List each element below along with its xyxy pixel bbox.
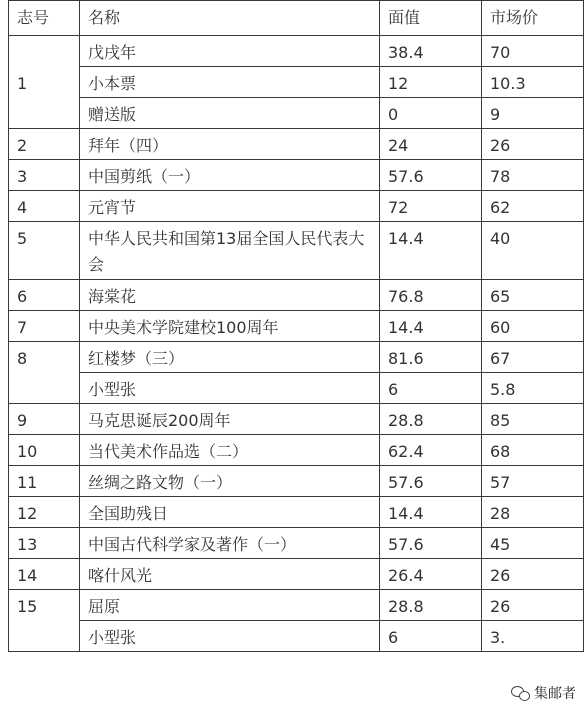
name-cell: 赠送版 <box>80 98 380 129</box>
issue-number-cell: 13 <box>9 528 80 559</box>
table-row <box>9 67 584 98</box>
stamp-price-table <box>8 0 584 652</box>
table-row <box>9 129 584 160</box>
market-price-cell: 40 <box>482 222 584 280</box>
face-value-cell: 14.4 <box>380 222 482 280</box>
market-price-cell: 10.3 <box>482 67 584 98</box>
name-cell: 丝绸之路文物（一） <box>80 466 380 497</box>
name-cell: 中国古代科学家及著作（一） <box>80 528 380 559</box>
face-value-cell: 24 <box>380 129 482 160</box>
name-cell: 拜年（四） <box>80 129 380 160</box>
issue-number-cell: 14 <box>9 559 80 590</box>
name-cell: 屈原 <box>80 590 380 621</box>
watermark <box>507 683 580 703</box>
name-cell: 元宵节 <box>80 191 380 222</box>
market-price-cell: 67 <box>482 342 584 373</box>
table-row <box>9 590 584 621</box>
table-row <box>9 373 584 404</box>
name-cell: 小型张 <box>80 373 380 404</box>
name-cell: 当代美术作品选（二） <box>80 435 380 466</box>
header-issue-number: 志号 <box>9 1 80 36</box>
issue-number-cell: 15 <box>9 590 80 652</box>
name-cell: 马克思诞辰200周年 <box>80 404 380 435</box>
face-value-cell: 26.4 <box>380 559 482 590</box>
header-name: 名称 <box>80 1 380 36</box>
header-face-value: 面值 <box>380 1 482 36</box>
name-cell: 小型张 <box>80 621 380 652</box>
market-price-cell: 5.8 <box>482 373 584 404</box>
face-value-cell: 72 <box>380 191 482 222</box>
issue-number-cell: 9 <box>9 404 80 435</box>
issue-number-cell: 11 <box>9 466 80 497</box>
market-price-cell: 68 <box>482 435 584 466</box>
issue-number-cell: 1 <box>9 36 80 129</box>
market-price-cell: 65 <box>482 280 584 311</box>
face-value-cell: 81.6 <box>380 342 482 373</box>
market-price-cell: 26 <box>482 590 584 621</box>
table-header-row <box>9 1 584 36</box>
table-row <box>9 160 584 191</box>
name-cell: 小本票 <box>80 67 380 98</box>
face-value-cell: 28.8 <box>380 590 482 621</box>
market-price-cell: 28 <box>482 497 584 528</box>
issue-number-cell: 4 <box>9 191 80 222</box>
name-cell: 海棠花 <box>80 280 380 311</box>
name-cell: 中央美术学院建校100周年 <box>80 311 380 342</box>
table-row <box>9 466 584 497</box>
name-cell: 全国助残日 <box>80 497 380 528</box>
name-cell: 戊戌年 <box>80 36 380 67</box>
market-price-cell: 57 <box>482 466 584 497</box>
market-price-cell: 3. <box>482 621 584 652</box>
issue-number-cell: 7 <box>9 311 80 342</box>
name-cell: 喀什风光 <box>80 559 380 590</box>
market-price-cell: 70 <box>482 36 584 67</box>
table-row <box>9 191 584 222</box>
face-value-cell: 57.6 <box>380 528 482 559</box>
table-row <box>9 98 584 129</box>
name-cell: 中华人民共和国第13届全国人民代表大会 <box>80 222 380 280</box>
face-value-cell: 38.4 <box>380 36 482 67</box>
market-price-cell: 26 <box>482 559 584 590</box>
table-row <box>9 559 584 590</box>
face-value-cell: 28.8 <box>380 404 482 435</box>
header-market-price: 市场价 <box>482 1 584 36</box>
table-row <box>9 621 584 652</box>
face-value-cell: 0 <box>380 98 482 129</box>
face-value-cell: 14.4 <box>380 497 482 528</box>
face-value-cell: 62.4 <box>380 435 482 466</box>
face-value-cell: 6 <box>380 373 482 404</box>
name-cell: 红楼梦（三） <box>80 342 380 373</box>
table-row <box>9 311 584 342</box>
market-price-cell: 60 <box>482 311 584 342</box>
table-row <box>9 342 584 373</box>
market-price-cell: 62 <box>482 191 584 222</box>
issue-number-cell: 10 <box>9 435 80 466</box>
issue-number-cell: 8 <box>9 342 80 404</box>
table-row <box>9 404 584 435</box>
issue-number-cell: 2 <box>9 129 80 160</box>
face-value-cell: 14.4 <box>380 311 482 342</box>
face-value-cell: 57.6 <box>380 466 482 497</box>
table-row <box>9 435 584 466</box>
market-price-cell: 45 <box>482 528 584 559</box>
table-row <box>9 222 584 280</box>
issue-number-cell: 5 <box>9 222 80 280</box>
issue-number-cell: 3 <box>9 160 80 191</box>
market-price-cell: 9 <box>482 98 584 129</box>
market-price-cell: 85 <box>482 404 584 435</box>
table-row <box>9 528 584 559</box>
face-value-cell: 6 <box>380 621 482 652</box>
market-price-cell: 78 <box>482 160 584 191</box>
table-row <box>9 280 584 311</box>
market-price-cell: 26 <box>482 129 584 160</box>
table-row <box>9 36 584 67</box>
watermark-text: 集邮者 <box>534 686 576 702</box>
issue-number-cell: 12 <box>9 497 80 528</box>
wechat-icon <box>511 685 531 701</box>
name-cell: 中国剪纸（一） <box>80 160 380 191</box>
table-row <box>9 497 584 528</box>
issue-number-cell: 6 <box>9 280 80 311</box>
face-value-cell: 12 <box>380 67 482 98</box>
face-value-cell: 57.6 <box>380 160 482 191</box>
face-value-cell: 76.8 <box>380 280 482 311</box>
